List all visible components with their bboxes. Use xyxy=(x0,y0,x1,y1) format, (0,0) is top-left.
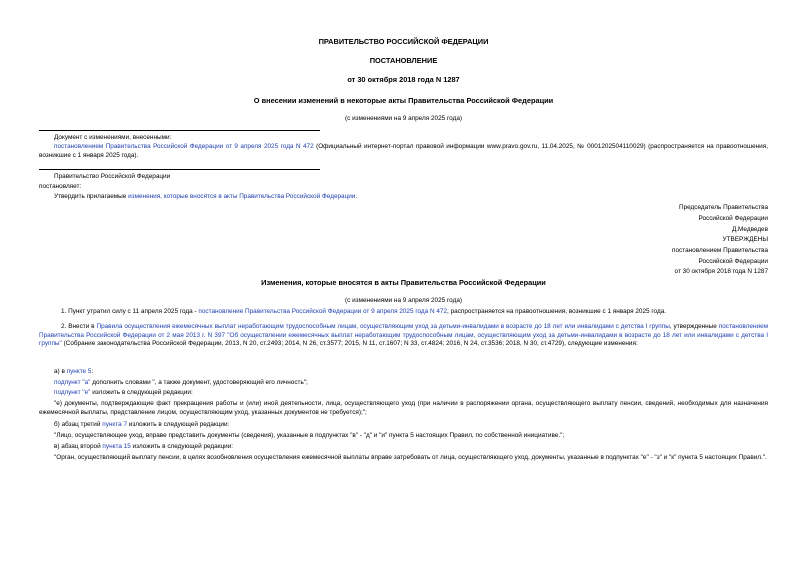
item-a2-link[interactable]: подпункт "е" xyxy=(54,389,91,396)
item-a1 xyxy=(54,379,308,388)
approve-post: . xyxy=(355,193,358,200)
government-heading: ПРАВИТЕЛЬСТВО РОССИЙСКОЙ ФЕДЕРАЦИИ xyxy=(318,37,489,46)
changes-link[interactable]: постановлением Правительства Российской Федерации от 9 апреля 2025 года N 472 xyxy=(54,143,314,150)
item-b-text: "Лицо, осуществляющее уход, вправе представить документы (сведения), указанные в подпунктах "в" - "д" и "и" пункта 5 настоящих Правил, по собственной инициативе."; xyxy=(54,432,565,439)
rules-link[interactable]: Правила осуществления ежемесячных выплат неработающим трудоспособным лицам, осуществляющим уход за детьми-инвалидами в возрасте до 18 лет или инвалидами с детства I группы xyxy=(96,323,670,330)
item-a-link[interactable]: пункте 5 xyxy=(66,368,92,375)
approve-link[interactable]: изменения, которые вносятся в акты Правительства Российской Федерации xyxy=(128,193,356,200)
item-a-pre: а) в xyxy=(54,368,67,375)
amended-note: (с изменениями на 9 апреля 2025 года) xyxy=(345,115,462,122)
approved-l4: от 30 октября 2018 года N 1287 xyxy=(674,268,768,275)
p1-link[interactable]: постановление Правительства Российской Федерации от 9 апреля 2025 года N 472 xyxy=(198,308,448,315)
item-a2-text: "е) документы, подтверждающие факт прекращения работы и (или) иной деятельности, лица, осуществляющего уход (при наличии в распоряжении органа, осуществляющего выплату пенсии, сведений, необходимых для назначения ежемесячной выплаты, представление лицом, осуществляющим уход, указанных документов не требуется);"; xyxy=(39,400,768,416)
changes-note-body xyxy=(39,143,768,160)
item-a1-link[interactable]: подпункт "а" xyxy=(54,379,91,386)
document-date-number: от 30 октября 2018 года N 1287 xyxy=(347,75,460,84)
paragraph-1 xyxy=(39,308,768,317)
preamble-line2: постановляет: xyxy=(39,183,82,190)
preamble-line1: Правительство Российской Федерации xyxy=(54,173,171,180)
item-b-link[interactable]: пункта 7 xyxy=(102,421,128,428)
p2-post: (Собрание законодательства Российской Федерации, 2013, N 20, ст.2493; 2014, N 26, ст.3577; 2015, N 11, ст.1607; N 33, ст.4824; 2016, N 24, ст.3536; 2018, N 30, ст.4729), следующие изменения: xyxy=(61,340,638,348)
divider xyxy=(39,169,320,170)
item-a xyxy=(54,368,93,377)
changes-note-intro: Документ с изменениями, внесенными: xyxy=(54,134,172,141)
changes-note-rest: (Официальный интернет-портал правовой информации www.pravo.gov.ru, 11.04.2025, № 0001202504110029) (распространяется на правоотношения, возникшие с 1 января 2025 года). xyxy=(39,143,768,159)
item-c-post: изложить в следующей редакции: xyxy=(130,443,234,450)
item-c-text: "Орган, осуществляющий выплату пенсии, в целях возобновления осуществления ежемесячной выплаты вправе затребовать от лица, осуществляющего уход, документы, указанные в подпунктах "е" - "з" и "к" пункта 5 настоящих Правил.". xyxy=(54,454,767,461)
resolution-397-link[interactable]: постановлением Правительства Российской Федерации от 2 мая 2013 г. N 397 "Об осуществлении ежемесячных выплат неработающим трудоспособным лицам, осуществляющим уход за детьми-инвалидами в возрасте до 18 лет или инвалидами с детства I группы" xyxy=(39,323,769,348)
p1-post: , распространяется на правоотношения, возникшие с 1 января 2025 года. xyxy=(447,308,667,315)
approve-pre: Утвердить прилагаемые xyxy=(54,193,129,200)
item-a2 xyxy=(54,389,193,398)
item-b-post: изложить в следующей редакции: xyxy=(127,421,230,428)
item-a-post: : xyxy=(91,368,94,375)
approved-l3: Российской Федерации xyxy=(698,258,768,265)
approved-l1: УТВЕРЖДЕНЫ xyxy=(722,236,768,243)
section-title: Изменения, которые вносятся в акты Правительства Российской Федерации xyxy=(261,278,546,287)
p2-pre: 2. Внести в xyxy=(61,323,97,330)
approve-sentence xyxy=(54,193,357,202)
divider xyxy=(39,130,320,131)
document-title: О внесении изменений в некоторые акты Правительства Российской Федерации xyxy=(253,96,554,105)
item-a1-post: дополнить словами ", а также документ, удостоверяющий его личность"; xyxy=(90,379,308,386)
item-c xyxy=(54,443,233,452)
signature-name: Д.Медведев xyxy=(731,226,768,233)
signature-role1: Председатель Правительства xyxy=(679,204,768,211)
item-b xyxy=(54,421,229,430)
item-c-link[interactable]: пункта 15 xyxy=(102,443,131,450)
approved-l2: постановлением Правительства xyxy=(672,247,768,254)
item-a2-post: изложить в следующей редакции: xyxy=(90,389,193,396)
item-b-pre: б) абзац третий xyxy=(54,421,103,428)
p2-mid: , утвержденные xyxy=(669,323,719,330)
section-amended: (с изменениями на 9 апреля 2025 года) xyxy=(345,297,462,304)
signature-role2: Российской Федерации xyxy=(698,215,768,222)
paragraph-2 xyxy=(39,323,768,349)
document-type: ПОСТАНОВЛЕНИЕ xyxy=(369,56,438,65)
p1-pre: 1. Пункт утратил силу с 11 апреля 2025 года - xyxy=(61,308,199,315)
item-c-pre: в) абзац второй xyxy=(54,443,103,450)
